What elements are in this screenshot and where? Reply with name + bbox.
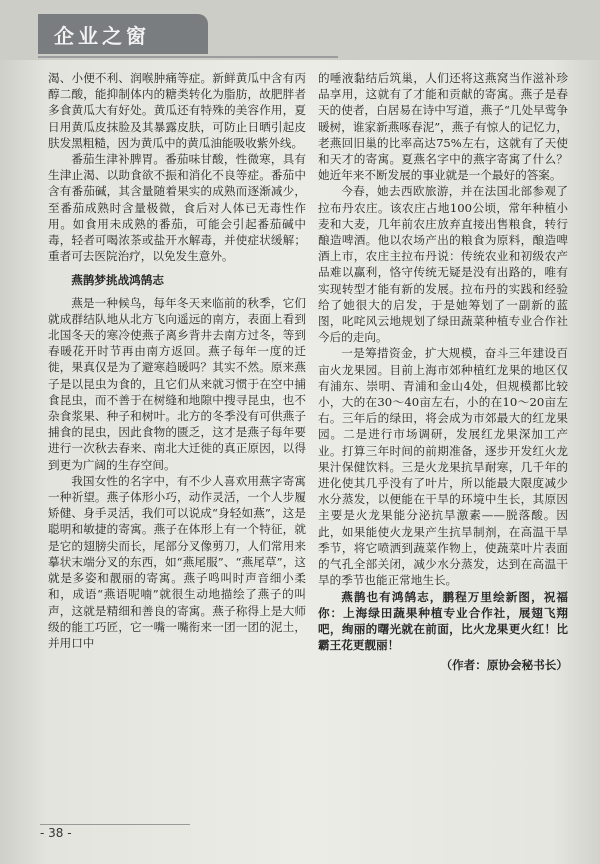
- paragraph: 我国女性的名字中，有不少人喜欢用燕字寄寓一种祈望。燕子体形小巧，动作灵活，一个人步履矫健、身手灵活，我们可以说成“身轻如燕”，这是聪明和敏捷的寄寓。燕子在体形上有一个特征，就是它的翅膀尖而长，尾部分叉像剪刀，人们常用来摹状末端分叉的东西，如“燕尾服”、“燕尾草”，这就是多姿和靓丽的寄寓。燕子鸣叫时声音细小柔和，成语“燕语呢喃”就很生动地描绘了燕子的叫声，这就是精细和善良的寄寓。燕子称得上是大师级的能工巧匠，它一嘴一嘴衔来一团一团的泥土，并用口中: [48, 473, 306, 650]
- footer-rule: [40, 824, 190, 825]
- article-subheading: 燕鹊梦挑战鸿鹄志: [71, 273, 164, 288]
- author-byline: （作者：原协会秘书长）: [440, 658, 568, 673]
- paragraph: 今春，她去西欧旅游，并在法国北部参观了拉布丹农庄。该农庄占地100公顷，常年种植小麦和大麦，几年前农庄放弃直接出售粮食，转行酿造啤酒。他以农场产出的粮食为原料，酿造啤酒上市，农庄主拉布丹说：传统农业和初级农产品难以赢利，恪守传统无疑是没有出路的，唯有实现转型才能有新的发展。拉布丹的实践和经验给了她很大的启发，于是她筹划了一副新的蓝图，叱咤风云地规划了绿田蔬菜种植专业合作社今后的走向。: [318, 184, 568, 345]
- paragraph: 番茄生津补脾胃。番茄味甘酸，性微寒，具有生津止渴、以助食欲不振和消化不良等症。番茄中含有番茄碱，其含量随着果实的成熟而逐渐减少，至番茄成熟时含量极微，食后对人体已无毒性作用。如食用未成熟的番茄，可能会引起番茄碱中毒，轻者可喝浓茶或盐开水解毒，并使症状缓解；重者可去医院治疗，以免发生意外。: [48, 152, 306, 264]
- paragraph: 一是筹措资金，扩大规模，奋斗三年建设百亩火龙果园。目前上海市郊种植红龙果的地区仅有浦东、崇明、青浦和金山4处，但规模都比较小，大的在30～40亩左右，小的在10～20亩左右。三年后的绿田，将会成为市郊最大的红龙果园。二是进行市场调研，发展红龙果深加工产业。打算三年时间的前期准备，逐步开发红火龙果汁保健饮料。三是火龙果抗旱耐寒，几千年的进化使其几乎没有了叶片，所以能最大限度减少水分蒸发，以便能在干旱的环境中生长，其原因主要是火龙果能分泌抗旱激素——脱落酸。因此，如果能使火龙果产生抗旱制剂，在高温干旱季节，将它喷洒到蔬菜作物上，使蔬菜叶片表面的气孔全部关闭，减少水分蒸发，达到在高温干旱的季节也能正常地生长。: [318, 346, 568, 588]
- paragraph: 的唾液黏结后筑巢，人们还将这燕窝当作滋补珍品享用，这就有了才能和贡献的寄寓。燕子是春天的使者，白居易在诗中写道，燕子“几处早莺争暖树，谁家新燕啄春泥”，燕子有惊人的记忆力，老燕回旧巢的比率高达75%左右，这就有了天使和天才的寄寓。夏燕名字中的燕字寄寓了什么？她近年来不断发展的事业就是一个最好的答案。: [318, 71, 568, 183]
- header-rule: [38, 56, 338, 58]
- paragraph: 渴、小便不利、润喉肿痛等症。新鲜黄瓜中含有丙醇二酸，能抑制体内的糖类转化为脂肪，故肥胖者多食黄瓜大有好处。黄瓜还有特殊的美容作用，夏日用黄瓜皮抹脸及其暴露皮肤，可防止日晒引起皮肤发黑粗糙，因为黄瓜中的黄瓜油能吸收紫外线。: [48, 71, 306, 150]
- section-title-header: 企业之窗: [54, 24, 150, 48]
- right-column: [318, 70, 568, 685]
- closing-paragraph: 燕鹊也有鸿鹄志，鹏程万里绘新图，祝福你：上海绿田蔬果种植专业合作社，展翅飞翔吧，绚丽的曙光就在前面，比火龙果更火红！比霸王花更靓丽！: [318, 589, 568, 653]
- left-column: [48, 70, 306, 651]
- paragraph: 燕是一种候鸟，每年冬天来临前的秋季，它们就成群结队地从北方飞向遥远的南方，表面上看到北国冬天的寒冷使燕子离乡背井去南方过冬，等到春暖花开时节再由南方返回。燕子每年一度的迁徙，果真仅是为了避寒趋暖吗？其实不然。原来燕子是以昆虫为食的，且它们从来就习惯于在空中捕食昆虫，而不善于在树缝和地隙中搜寻昆虫，也不杂食浆果、种子和树叶。北方的冬季没有可供燕子捕食的昆虫，因此食物的匮乏，这才是燕子每年要进行一次秋去春来、南北大迁徙的真正原因，以得到更为广阔的生存空间。: [48, 295, 306, 472]
- page-number: - 38 -: [40, 826, 72, 840]
